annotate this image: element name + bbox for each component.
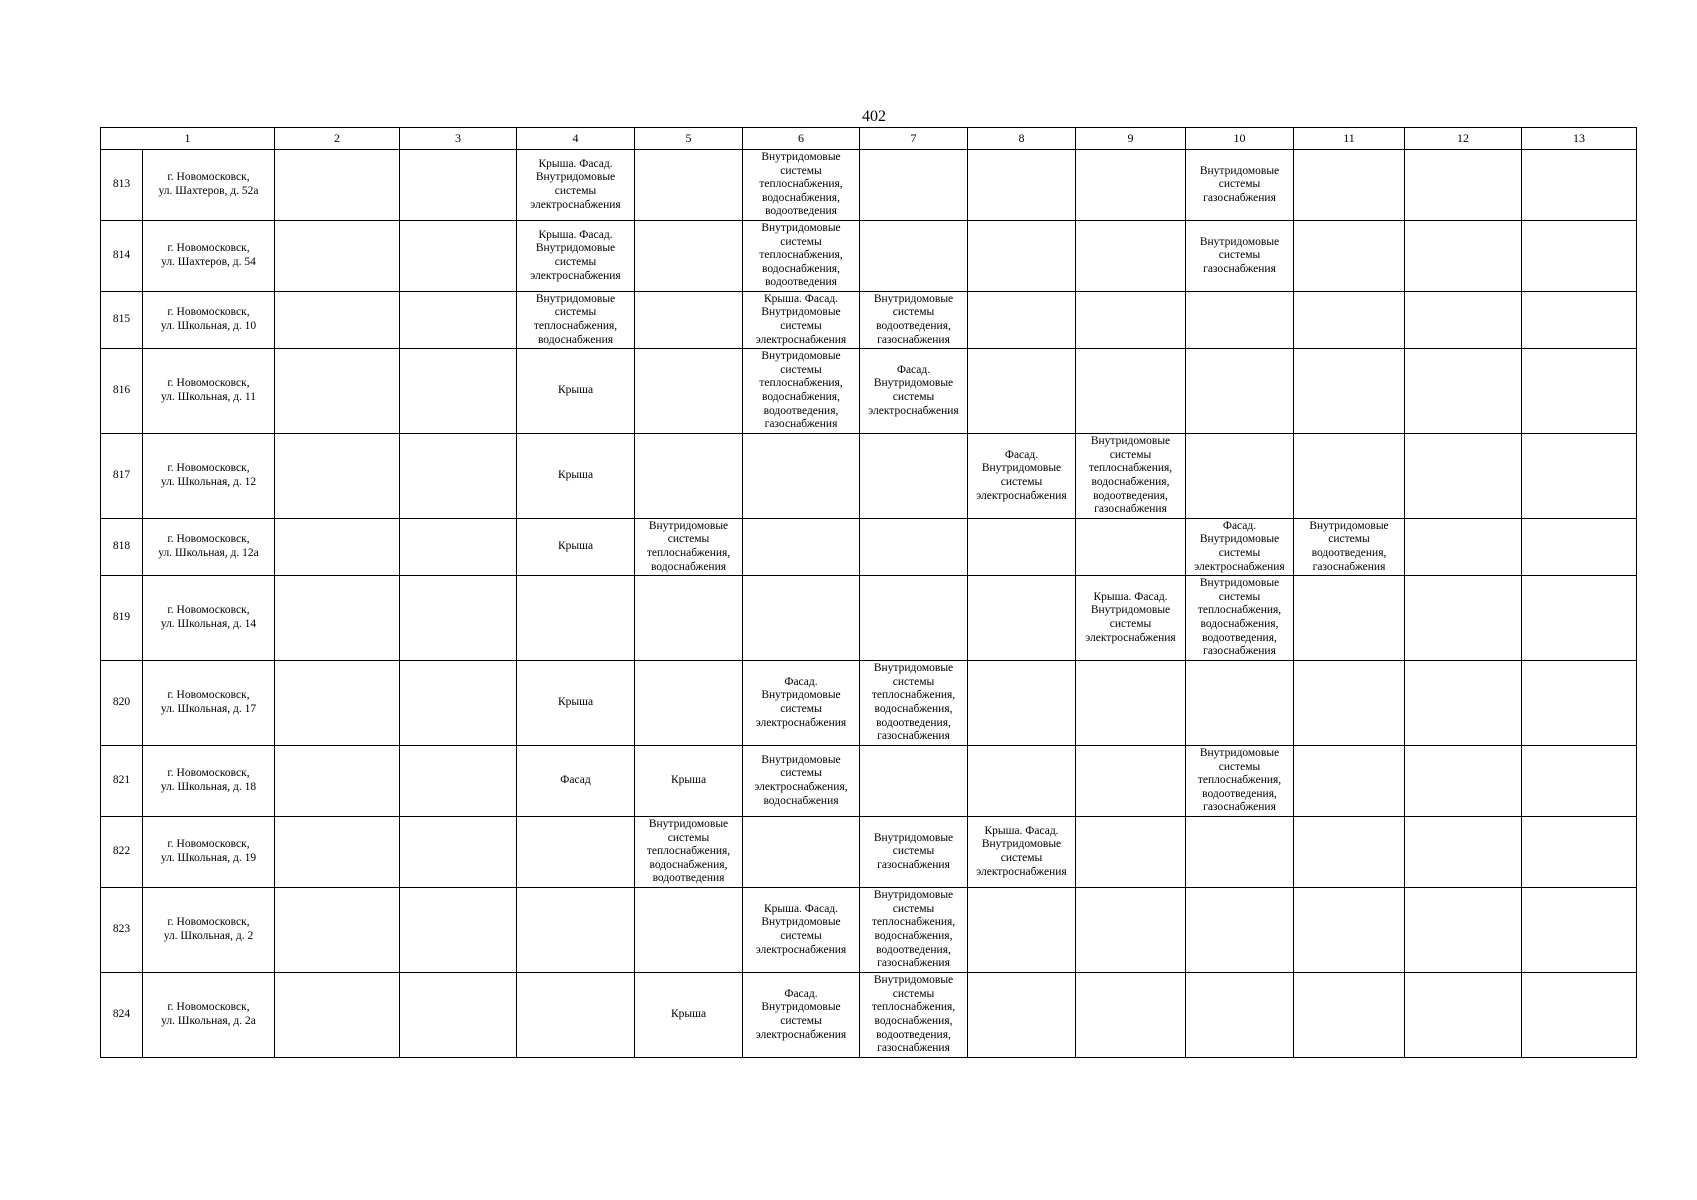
work-cell-col-4: Крыша. Фасад. Внутридомовые системы электроснабжения	[517, 221, 635, 292]
work-cell-col-7	[860, 576, 968, 661]
row-number: 815	[101, 292, 143, 349]
work-cell-col-10	[1186, 888, 1294, 973]
work-cell-col-6: Фасад. Внутридомовые системы электроснабжения	[743, 973, 860, 1058]
work-cell-col-12	[1405, 817, 1522, 888]
work-cell-col-4	[517, 888, 635, 973]
work-cell-col-2	[275, 519, 400, 576]
address-street: ул. Школьная, д. 12	[160, 476, 257, 488]
work-cell-col-11	[1294, 576, 1405, 661]
work-cell-col-6: Внутридомовые системы электроснабжения, водоснабжения	[743, 746, 860, 817]
work-cell-col-11	[1294, 292, 1405, 349]
work-cell-col-5	[635, 150, 743, 221]
table-row	[101, 973, 1637, 1058]
work-cell-col-2	[275, 576, 400, 661]
work-cell-col-5	[635, 576, 743, 661]
address-street: ул. Школьная, д. 10	[160, 320, 257, 332]
column-header: 12	[1405, 128, 1522, 150]
address-cell	[143, 349, 275, 434]
work-cell-col-4	[517, 817, 635, 888]
address-street: ул. Школьная, д. 2	[163, 930, 254, 942]
address-street: ул. Школьная, д. 2а	[161, 1015, 256, 1027]
work-cell-col-8	[968, 519, 1076, 576]
work-cell-col-8: Фасад. Внутридомовые системы электроснабжения	[968, 434, 1076, 519]
work-cell-col-5: Внутридомовые системы теплоснабжения, водоснабжения, водоотведения	[635, 817, 743, 888]
address-street: ул. Шахтеров, д. 52а	[158, 185, 259, 197]
table-row	[101, 817, 1637, 888]
work-cell-col-8	[968, 576, 1076, 661]
row-number: 823	[101, 888, 143, 973]
work-cell-col-7: Внутридомовые системы водоотведения, газоснабжения	[860, 292, 968, 349]
table-row	[101, 519, 1637, 576]
table-row	[101, 576, 1637, 661]
column-number-header-row	[101, 128, 1637, 150]
work-cell-col-11	[1294, 817, 1405, 888]
work-cell-col-8	[968, 292, 1076, 349]
work-cell-col-11	[1294, 150, 1405, 221]
work-cell-col-12	[1405, 434, 1522, 519]
work-cell-col-12	[1405, 888, 1522, 973]
column-header: 6	[743, 128, 860, 150]
work-cell-col-13	[1522, 973, 1637, 1058]
work-cell-col-10: Фасад. Внутридомовые системы электроснабжения	[1186, 519, 1294, 576]
work-cell-col-7	[860, 150, 968, 221]
work-cell-col-11	[1294, 349, 1405, 434]
work-cell-col-5	[635, 888, 743, 973]
address-city: г. Новомосковск,	[167, 1001, 250, 1014]
work-cell-col-8	[968, 349, 1076, 434]
work-cell-col-13	[1522, 349, 1637, 434]
work-cell-col-11	[1294, 888, 1405, 973]
work-cell-col-13	[1522, 150, 1637, 221]
work-cell-col-6: Фасад. Внутридомовые системы электроснабжения	[743, 661, 860, 746]
address-cell	[143, 888, 275, 973]
address-city: г. Новомосковск,	[167, 689, 250, 702]
work-cell-col-11	[1294, 973, 1405, 1058]
work-cell-col-12	[1405, 746, 1522, 817]
column-header: 8	[968, 128, 1076, 150]
work-cell-col-9	[1076, 292, 1186, 349]
row-number: 824	[101, 973, 143, 1058]
work-cell-col-9	[1076, 973, 1186, 1058]
work-cell-col-12	[1405, 973, 1522, 1058]
work-cell-col-3	[400, 817, 517, 888]
work-cell-col-6	[743, 576, 860, 661]
work-cell-col-7: Фасад. Внутридомовые системы электроснабжения	[860, 349, 968, 434]
work-cell-col-10	[1186, 292, 1294, 349]
work-cell-col-9	[1076, 349, 1186, 434]
work-cell-col-5	[635, 292, 743, 349]
work-cell-col-2	[275, 349, 400, 434]
work-cell-col-10	[1186, 817, 1294, 888]
work-cell-col-5	[635, 661, 743, 746]
column-header: 5	[635, 128, 743, 150]
work-cell-col-9	[1076, 519, 1186, 576]
address-city: г. Новомосковск,	[167, 604, 250, 617]
work-cell-col-12	[1405, 661, 1522, 746]
address-cell	[143, 150, 275, 221]
column-header: 13	[1522, 128, 1637, 150]
row-number: 819	[101, 576, 143, 661]
work-cell-col-11	[1294, 661, 1405, 746]
address-city: г. Новомосковск,	[167, 242, 250, 255]
work-cell-col-5	[635, 349, 743, 434]
table-row	[101, 746, 1637, 817]
row-number: 821	[101, 746, 143, 817]
work-cell-col-9	[1076, 150, 1186, 221]
address-cell	[143, 519, 275, 576]
address-street: ул. Шахтеров, д. 54	[161, 256, 256, 268]
column-header: 1	[101, 128, 275, 150]
table-row	[101, 150, 1637, 221]
work-cell-col-12	[1405, 292, 1522, 349]
work-cell-col-7	[860, 434, 968, 519]
work-cell-col-4: Крыша	[517, 661, 635, 746]
work-cell-col-2	[275, 888, 400, 973]
address-cell	[143, 973, 275, 1058]
address-street: ул. Школьная, д. 19	[160, 852, 257, 864]
work-cell-col-8	[968, 661, 1076, 746]
work-cell-col-11	[1294, 221, 1405, 292]
address-cell	[143, 576, 275, 661]
work-cell-col-6	[743, 434, 860, 519]
work-cell-col-3	[400, 661, 517, 746]
address-city: г. Новомосковск,	[167, 377, 250, 390]
work-cell-col-10	[1186, 973, 1294, 1058]
work-cell-col-6: Внутридомовые системы теплоснабжения, водоснабжения, водоотведения, газоснабжения	[743, 349, 860, 434]
work-cell-col-9: Внутридомовые системы теплоснабжения, водоснабжения, водоотведения, газоснабжения	[1076, 434, 1186, 519]
table-row	[101, 434, 1637, 519]
page-number: 402	[862, 108, 886, 125]
work-cell-col-3	[400, 434, 517, 519]
address-cell	[143, 817, 275, 888]
work-cell-col-5: Крыша	[635, 973, 743, 1058]
work-cell-col-13	[1522, 519, 1637, 576]
column-header: 10	[1186, 128, 1294, 150]
address-cell	[143, 434, 275, 519]
address-city: г. Новомосковск,	[167, 767, 250, 780]
work-cell-col-3	[400, 519, 517, 576]
work-cell-col-13	[1522, 888, 1637, 973]
work-cell-col-3	[400, 221, 517, 292]
work-cell-col-2	[275, 817, 400, 888]
work-cell-col-13	[1522, 292, 1637, 349]
work-cell-col-6: Внутридомовые системы теплоснабжения, водоснабжения, водоотведения	[743, 150, 860, 221]
column-header: 2	[275, 128, 400, 150]
work-cell-col-5: Внутридомовые системы теплоснабжения, водоснабжения	[635, 519, 743, 576]
table-row	[101, 661, 1637, 746]
table-row	[101, 888, 1637, 973]
work-cell-col-3	[400, 349, 517, 434]
work-cell-col-4: Внутридомовые системы теплоснабжения, водоснабжения	[517, 292, 635, 349]
work-cell-col-6: Крыша. Фасад. Внутридомовые системы электроснабжения	[743, 888, 860, 973]
address-city: г. Новомосковск,	[167, 171, 250, 184]
work-cell-col-3	[400, 292, 517, 349]
work-cell-col-2	[275, 150, 400, 221]
column-header: 11	[1294, 128, 1405, 150]
table-row	[101, 292, 1637, 349]
row-number: 814	[101, 221, 143, 292]
work-cell-col-6: Крыша. Фасад. Внутридомовые системы электроснабжения	[743, 292, 860, 349]
work-cell-col-10	[1186, 661, 1294, 746]
work-cell-col-8	[968, 888, 1076, 973]
work-cell-col-13	[1522, 434, 1637, 519]
address-street: ул. Школьная, д. 17	[160, 703, 257, 715]
work-cell-col-5	[635, 221, 743, 292]
work-cell-col-7	[860, 221, 968, 292]
work-cell-col-4: Крыша	[517, 519, 635, 576]
work-cell-col-7: Внутридомовые системы газоснабжения	[860, 817, 968, 888]
work-cell-col-9	[1076, 661, 1186, 746]
work-cell-col-7: Внутридомовые системы теплоснабжения, водоснабжения, водоотведения, газоснабжения	[860, 973, 968, 1058]
address-city: г. Новомосковск,	[167, 533, 250, 546]
repair-schedule-table	[100, 127, 1637, 1058]
work-cell-col-13	[1522, 576, 1637, 661]
work-cell-col-6: Внутридомовые системы теплоснабжения, водоснабжения, водоотведения	[743, 221, 860, 292]
address-street: ул. Школьная, д. 14	[160, 618, 257, 630]
work-cell-col-4	[517, 973, 635, 1058]
work-cell-col-9	[1076, 221, 1186, 292]
work-cell-col-8	[968, 973, 1076, 1058]
address-city: г. Новомосковск,	[167, 462, 250, 475]
work-cell-col-2	[275, 746, 400, 817]
work-cell-col-10: Внутридомовые системы теплоснабжения, водоотведения, газоснабжения	[1186, 746, 1294, 817]
work-cell-col-8	[968, 221, 1076, 292]
work-cell-col-2	[275, 221, 400, 292]
row-number: 816	[101, 349, 143, 434]
work-cell-col-2	[275, 973, 400, 1058]
address-cell	[143, 221, 275, 292]
work-cell-col-4	[517, 576, 635, 661]
work-cell-col-7: Внутридомовые системы теплоснабжения, водоснабжения, водоотведения, газоснабжения	[860, 661, 968, 746]
work-cell-col-11	[1294, 746, 1405, 817]
address-cell	[143, 292, 275, 349]
work-cell-col-5	[635, 434, 743, 519]
work-cell-col-9	[1076, 888, 1186, 973]
work-cell-col-4: Крыша. Фасад. Внутридомовые системы электроснабжения	[517, 150, 635, 221]
row-number: 822	[101, 817, 143, 888]
work-cell-col-10	[1186, 434, 1294, 519]
address-cell	[143, 661, 275, 746]
work-cell-col-10: Внутридомовые системы теплоснабжения, водоснабжения, водоотведения, газоснабжения	[1186, 576, 1294, 661]
work-cell-col-4: Крыша	[517, 349, 635, 434]
work-cell-col-11: Внутридомовые системы водоотведения, газоснабжения	[1294, 519, 1405, 576]
table-row	[101, 221, 1637, 292]
work-cell-col-3	[400, 150, 517, 221]
column-header: 9	[1076, 128, 1186, 150]
work-cell-col-7	[860, 519, 968, 576]
address-street: ул. Школьная, д. 12а	[158, 547, 259, 559]
work-cell-col-2	[275, 661, 400, 746]
address-street: ул. Школьная, д. 18	[160, 781, 257, 793]
work-cell-col-6	[743, 817, 860, 888]
work-cell-col-8	[968, 150, 1076, 221]
work-cell-col-4: Крыша	[517, 434, 635, 519]
address-city: г. Новомосковск,	[167, 916, 250, 929]
work-cell-col-13	[1522, 221, 1637, 292]
work-cell-col-12	[1405, 349, 1522, 434]
address-city: г. Новомосковск,	[167, 838, 250, 851]
row-number: 817	[101, 434, 143, 519]
work-cell-col-3	[400, 746, 517, 817]
table-row	[101, 349, 1637, 434]
work-cell-col-11	[1294, 434, 1405, 519]
work-cell-col-13	[1522, 746, 1637, 817]
column-header: 7	[860, 128, 968, 150]
work-cell-col-10	[1186, 349, 1294, 434]
address-cell	[143, 746, 275, 817]
work-cell-col-8	[968, 746, 1076, 817]
work-cell-col-12	[1405, 221, 1522, 292]
work-cell-col-6	[743, 519, 860, 576]
work-cell-col-9	[1076, 746, 1186, 817]
work-cell-col-10: Внутридомовые системы газоснабжения	[1186, 150, 1294, 221]
work-cell-col-3	[400, 973, 517, 1058]
work-cell-col-10: Внутридомовые системы газоснабжения	[1186, 221, 1294, 292]
row-number: 818	[101, 519, 143, 576]
work-cell-col-2	[275, 434, 400, 519]
work-cell-col-12	[1405, 576, 1522, 661]
work-cell-col-4: Фасад	[517, 746, 635, 817]
address-street: ул. Школьная, д. 11	[161, 391, 256, 403]
work-cell-col-9	[1076, 817, 1186, 888]
work-cell-col-3	[400, 888, 517, 973]
row-number: 820	[101, 661, 143, 746]
work-cell-col-2	[275, 292, 400, 349]
work-cell-col-3	[400, 576, 517, 661]
column-header: 3	[400, 128, 517, 150]
work-cell-col-9: Крыша. Фасад. Внутридомовые системы электроснабжения	[1076, 576, 1186, 661]
work-cell-col-12	[1405, 150, 1522, 221]
work-cell-col-13	[1522, 661, 1637, 746]
work-cell-col-12	[1405, 519, 1522, 576]
work-cell-col-7: Внутридомовые системы теплоснабжения, водоснабжения, водоотведения, газоснабжения	[860, 888, 968, 973]
row-number: 813	[101, 150, 143, 221]
work-cell-col-8: Крыша. Фасад. Внутридомовые системы электроснабжения	[968, 817, 1076, 888]
work-cell-col-7	[860, 746, 968, 817]
work-cell-col-13	[1522, 817, 1637, 888]
address-city: г. Новомосковск,	[167, 306, 250, 319]
column-header: 4	[517, 128, 635, 150]
work-cell-col-5: Крыша	[635, 746, 743, 817]
